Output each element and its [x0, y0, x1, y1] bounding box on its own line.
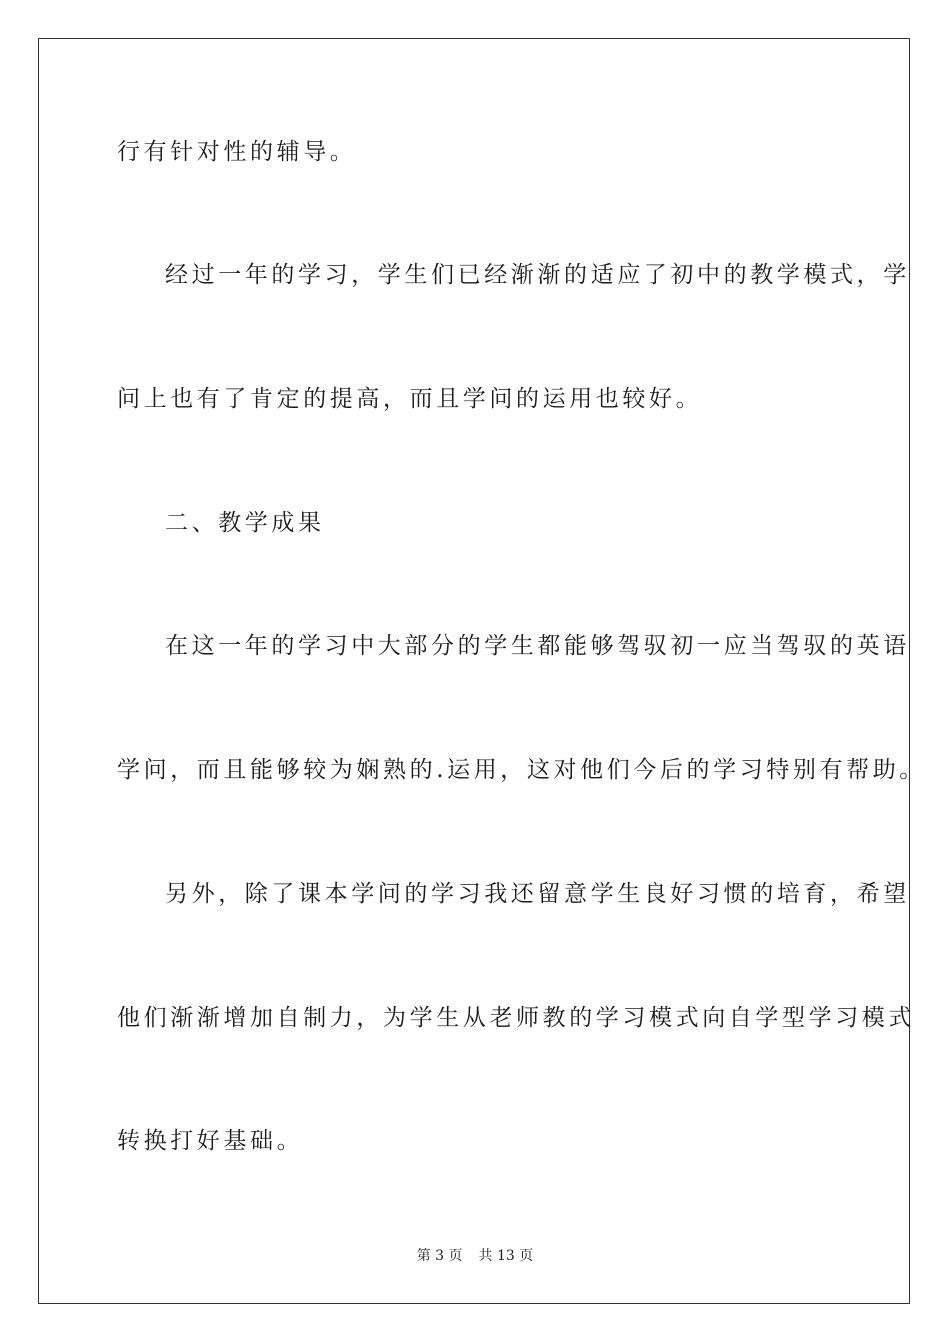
text-line: 另外，除了课本学问的学习我还留意学生良好习惯的培育，希望	[165, 881, 910, 907]
text-line: 经过一年的学习，学生们已经渐渐的适应了初中的教学模式，学	[165, 262, 910, 288]
text-line: 行有针对性的辅导。	[117, 139, 357, 165]
page-footer	[0, 1246, 950, 1266]
page-number: 第 3 页	[416, 1248, 463, 1264]
page-total: 共 13 页	[478, 1248, 534, 1264]
section-heading: 二、教学成果	[165, 510, 325, 536]
text-line: 他们渐渐增加自制力，为学生从老师教的学习模式向自学型学习模式	[117, 1005, 915, 1031]
text-line: 转换打好基础。	[117, 1128, 304, 1154]
page-border	[38, 38, 926, 1304]
text-line: 在这一年的学习中大部分的学生都能够驾驭初一应当驾驭的英语	[165, 633, 910, 659]
text-line: 问上也有了肯定的提高，而且学问的运用也较好。	[117, 386, 703, 412]
text-line: 学问，而且能够较为娴熟的.运用，这对他们今后的学习特别有帮助。	[117, 757, 926, 783]
